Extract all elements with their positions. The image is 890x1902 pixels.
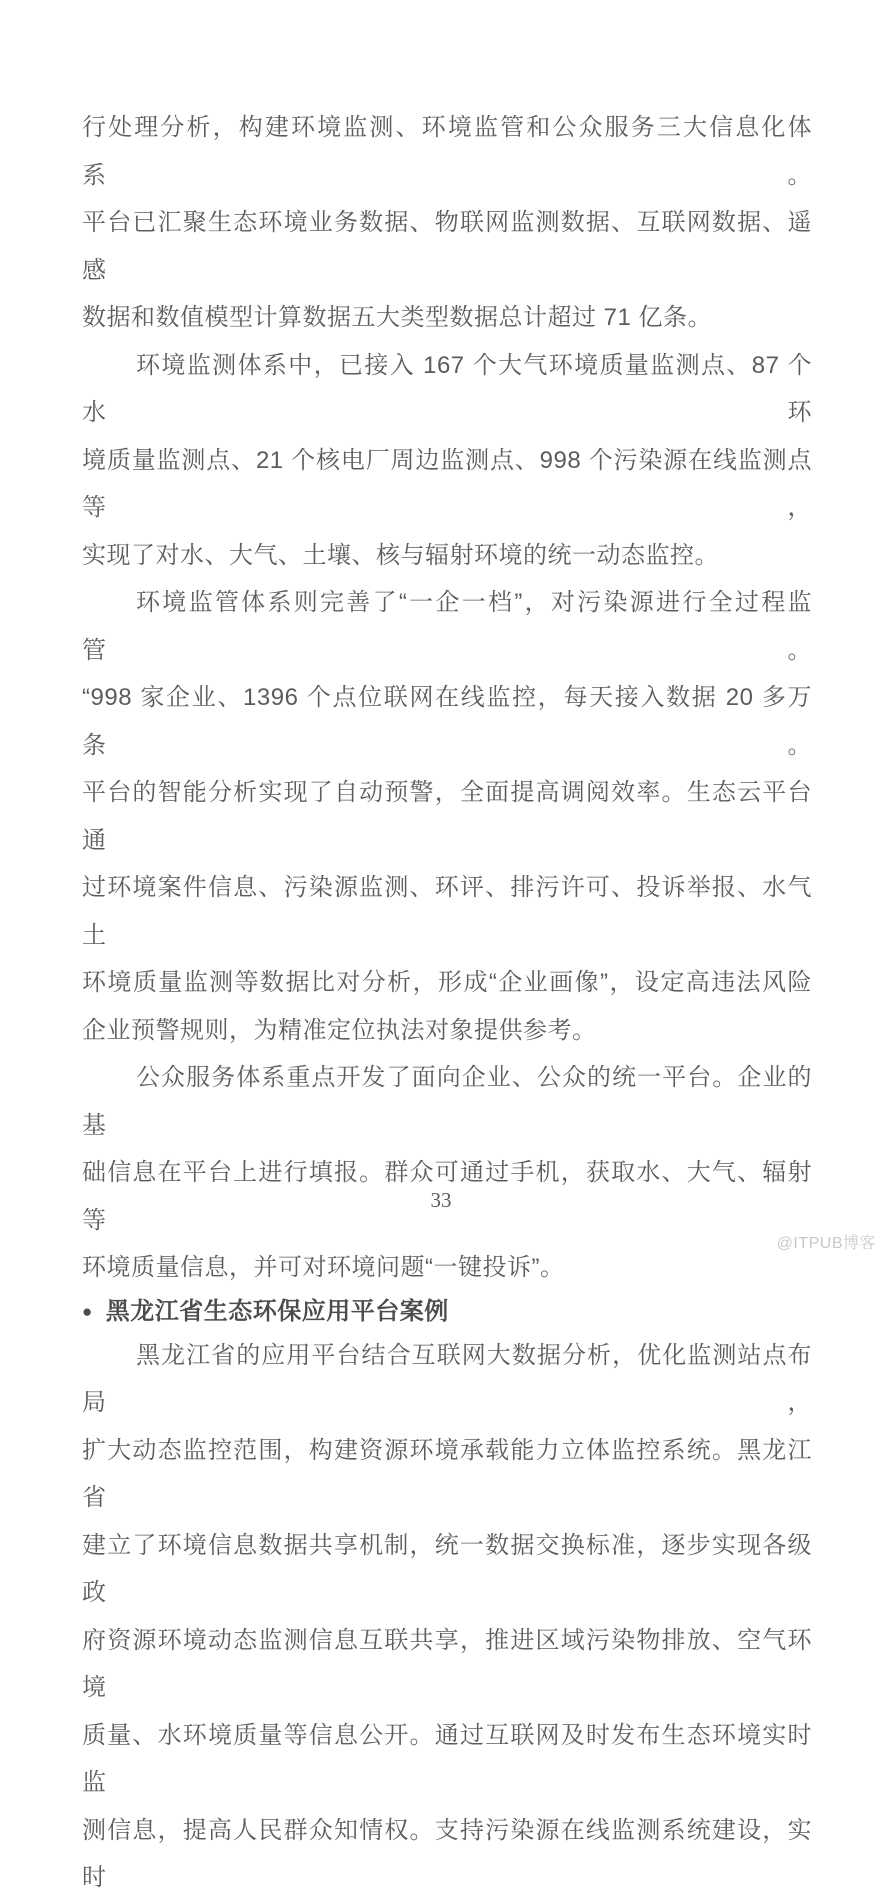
text-line: 公众服务体系重点开发了面向企业、公众的统一平台。企业的基	[82, 1064, 812, 1139]
text-line: 平台的智能分析实现了自动预警，全面提高调阅效率。生态云平台通	[82, 779, 812, 854]
watermark-text: @ITPUB博客	[776, 1235, 876, 1252]
bullet-icon: ●	[82, 1301, 93, 1321]
text-line: 测信息，提高人民群众知情权。支持污染源在线监测系统建设，实时	[82, 1816, 812, 1891]
section-heading	[82, 1292, 812, 1332]
text-line: 环境质量信息，并可对环境问题“一键投诉”。	[82, 1254, 565, 1281]
text-line: 实现了对水、大气、土壤、核与辐射环境的统一动态监控。	[82, 541, 719, 569]
text-line: 行处理分析，构建环境监测、环境监管和公众服务三大信息化体系。	[82, 114, 812, 189]
text-line: 府资源环境动态监测信息互联共享，推进区域污染物排放、空气环境	[82, 1626, 812, 1701]
text-line: 质量、水环境质量等信息公开。通过互联网及时发布生态环境实时监	[82, 1721, 812, 1796]
text-line: 企业预警规则，为精准定位执法对象提供参考。	[82, 1016, 597, 1044]
text-line: 环境质量监测等数据比对分析，形成“企业画像”，设定高违法风险	[82, 969, 812, 996]
text-line: 础信息在平台上进行填报。群众可通过手机，获取水、大气、辐射等	[82, 1159, 812, 1234]
text-line: 平台已汇聚生态环境业务数据、物联网监测数据、互联网数据、遥感	[82, 209, 812, 284]
text-line: 数据和数值模型计算数据五大类型数据总计超过 71 亿条。	[82, 304, 713, 331]
section-heading-text: 黑龙江省生态环保应用平台案例	[105, 1297, 449, 1325]
text-line: 建立了环境信息数据共享机制，统一数据交换标准，逐步实现各级政	[82, 1531, 812, 1606]
page-number: 33	[430, 1188, 452, 1212]
text-line: 黑龙江省的应用平台结合互联网大数据分析，优化监测站点布局，	[82, 1341, 812, 1416]
document-body	[82, 104, 812, 1902]
text-line: 环境监测体系中，已接入 167 个大气环境质量监测点、87 个水环	[82, 351, 812, 426]
text-line: 扩大动态监控范围，构建资源环境承载能力立体监控系统。黑龙江省	[82, 1436, 812, 1511]
text-line: 过环境案件信息、污染源监测、环评、排污许可、投诉举报、水气土	[82, 874, 812, 949]
text-line: “998 家企业、1396 个点位联网在线监控，每天接入数据 20 多万条。	[82, 684, 812, 759]
text-line: 境质量监测点、21 个核电厂周边监测点、998 个污染源在线监测点等，	[82, 446, 812, 521]
text-line: 环境监管体系则完善了“一企一档”，对污染源进行全过程监管。	[82, 589, 812, 664]
